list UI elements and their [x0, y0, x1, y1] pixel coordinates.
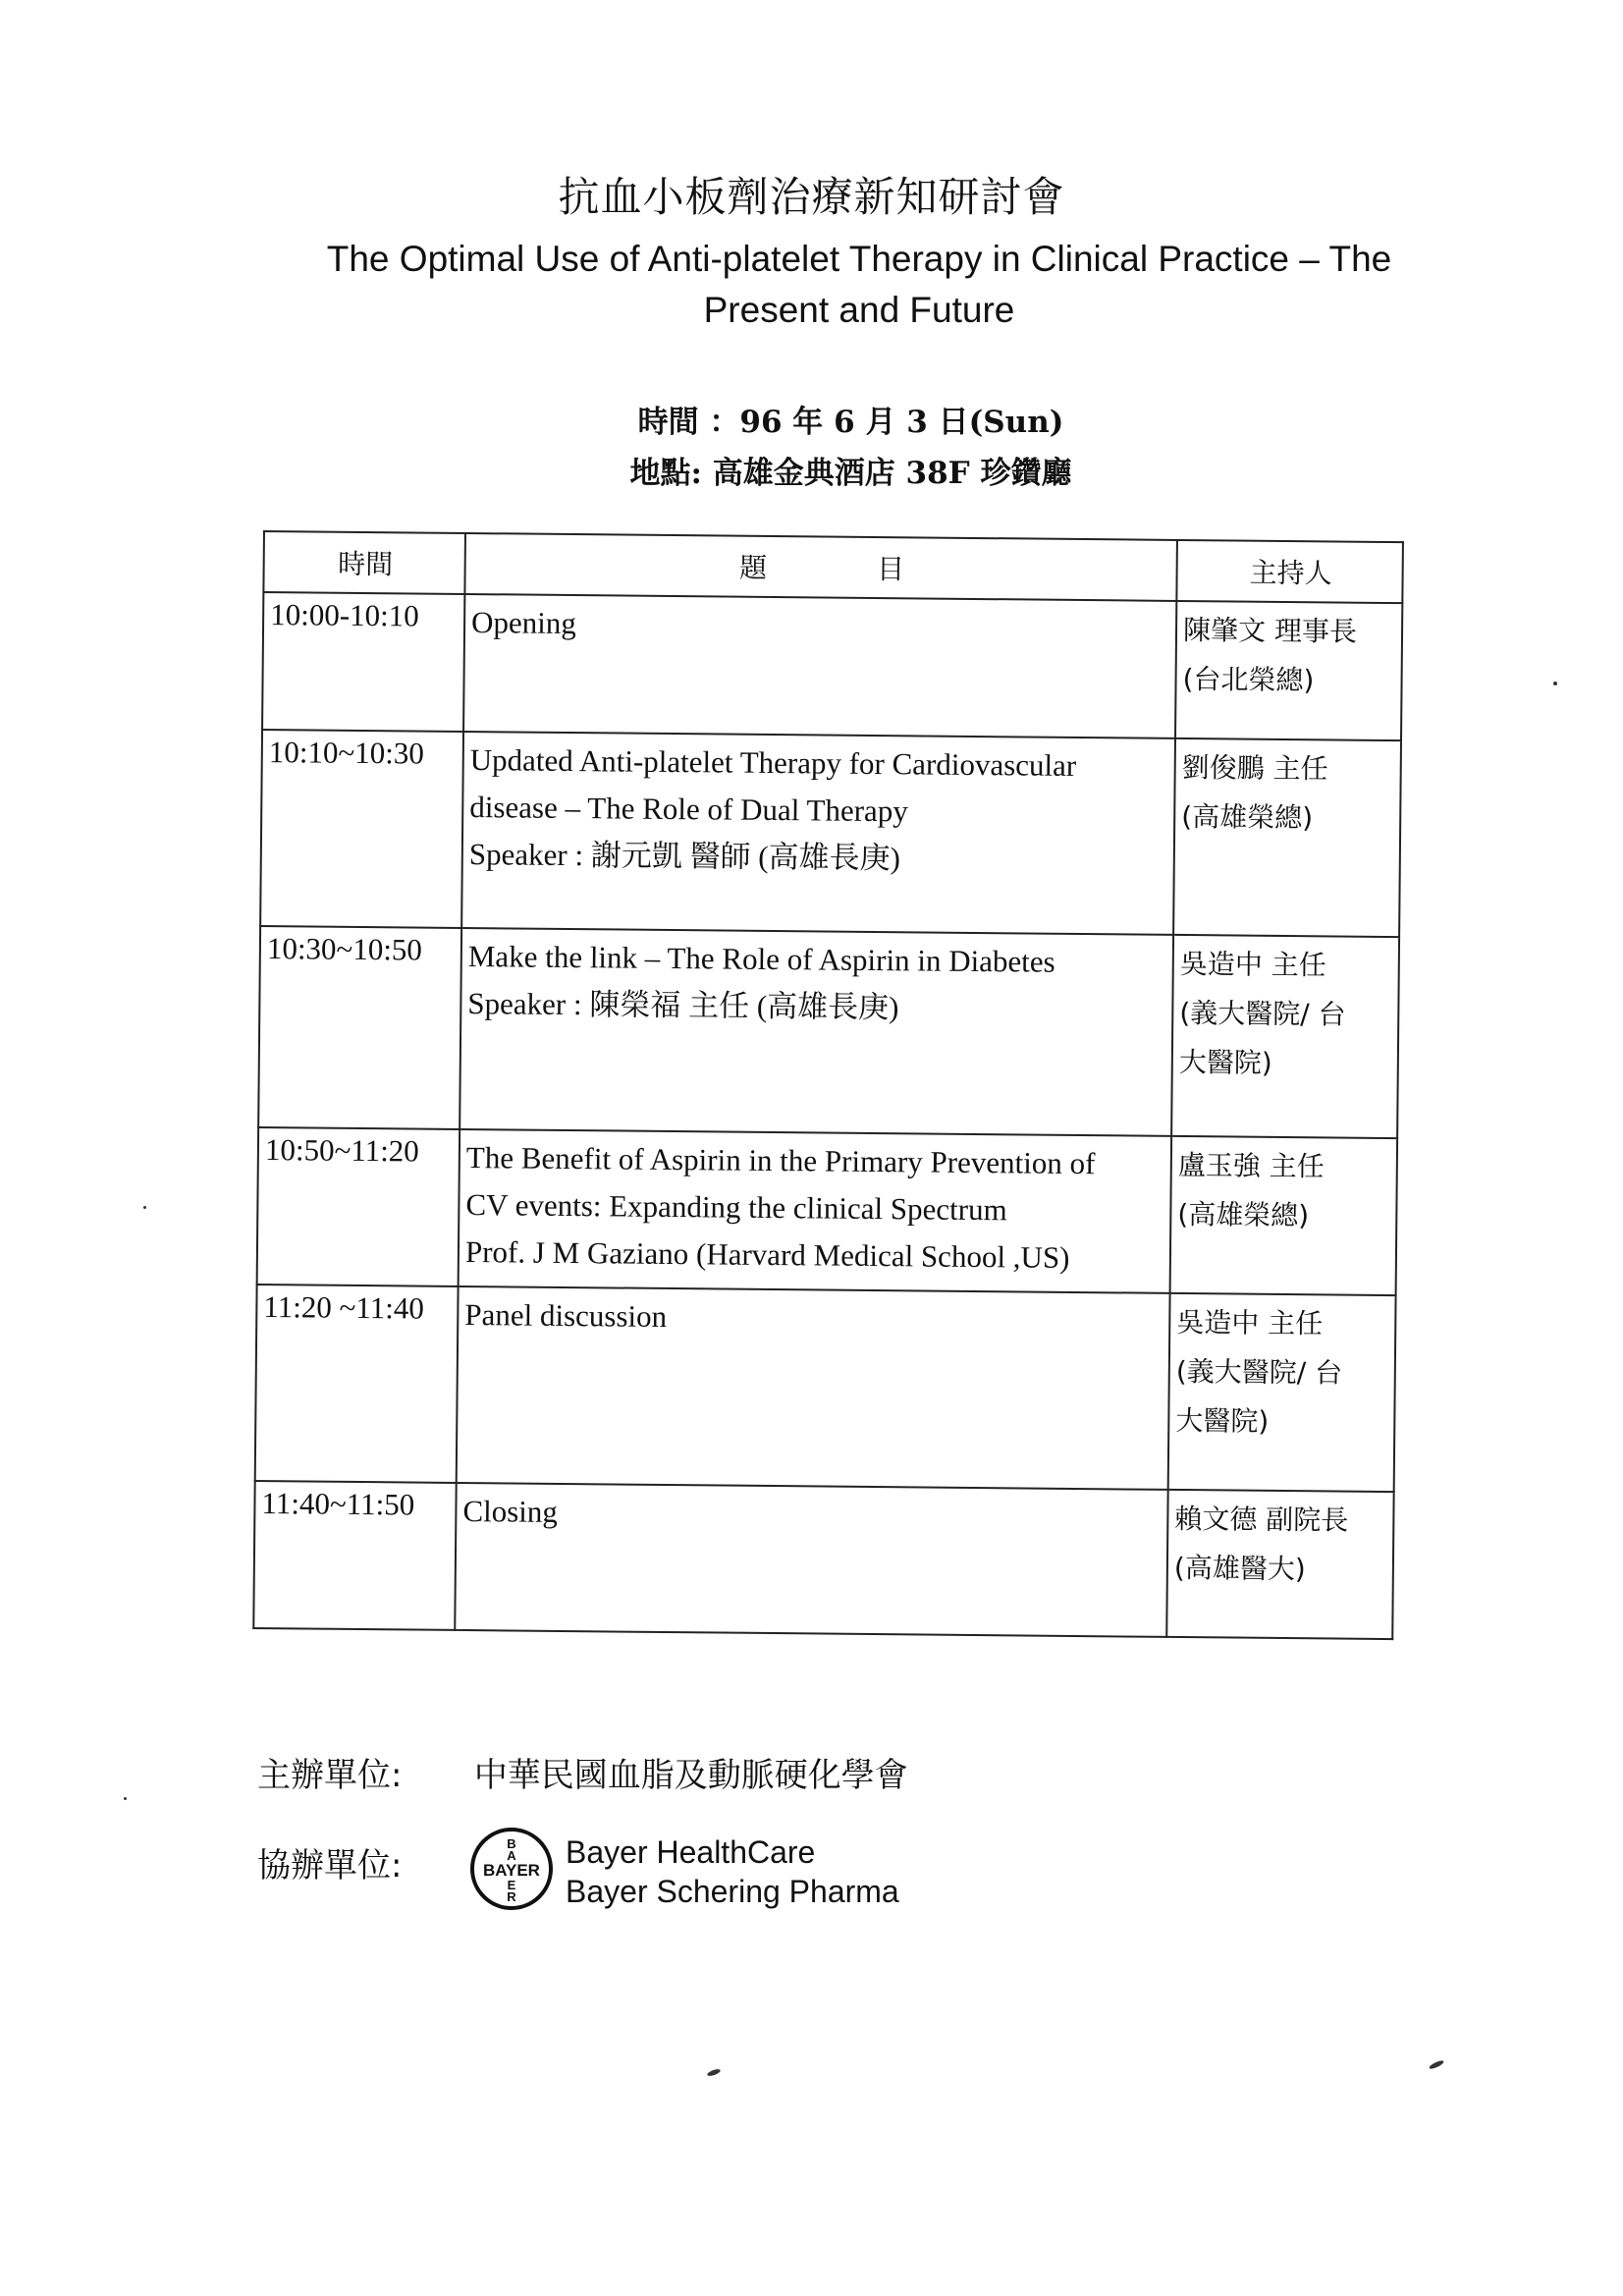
svg-text:E: E: [507, 1878, 516, 1892]
host-line: 陳肇文 理事長: [1182, 614, 1358, 648]
host-line: (義大醫院/ 台: [1175, 1354, 1343, 1390]
session-time: 11:40~11:50: [253, 1481, 456, 1630]
co-organizer-company: [566, 1832, 899, 1911]
host-line: 劉俊鵬 主任: [1181, 750, 1328, 786]
host-line: (高雄榮總): [1181, 799, 1314, 835]
bayer-cross-logo-icon: [469, 1827, 554, 1911]
topic-line: Speaker : 謝元凱 醫師 (高雄長庚): [468, 837, 901, 876]
scan-speck: [707, 2068, 722, 2077]
organizer: [257, 1748, 908, 1796]
organizer-label: 主辦單位:: [257, 1756, 403, 1795]
header-host: 主持人: [1176, 540, 1403, 603]
title-english: The Optimal Use of Anti-platelet Therapy in Clinical Practice – The Present and Future: [326, 239, 1392, 330]
host-line: 盧玉強 主任: [1177, 1148, 1325, 1183]
table-row: [262, 592, 1402, 740]
scan-speck: [1553, 682, 1557, 685]
session-time: 10:50~11:20: [257, 1127, 460, 1286]
session-time: 10:10~10:30: [260, 730, 463, 928]
topic-line: Updated Anti-platelet Therapy for Cardiovascular: [469, 742, 1077, 783]
session-topic: [455, 1483, 1167, 1637]
table-row: [253, 1481, 1393, 1639]
table-row: [258, 926, 1399, 1138]
host-line: 吳造中 主任: [1179, 947, 1326, 982]
title-chinese: 抗血小板劑治療新知研討會: [558, 173, 1065, 221]
company-line-1: Bayer HealthCare: [566, 1834, 816, 1870]
scan-speck: [124, 1797, 127, 1800]
topic-line: Make the link – The Role of Aspirin in Diabetes: [467, 939, 1055, 979]
host-line: (義大醫院/ 台: [1179, 996, 1346, 1031]
topic-line: disease – The Role of Dual Therapy: [469, 790, 908, 829]
table-row: [255, 1285, 1396, 1492]
host-line: (高雄榮總): [1177, 1197, 1310, 1232]
topic-line: Prof. J M Gaziano (Harvard Medical School ,US): [464, 1234, 1070, 1275]
topic-line: Opening: [470, 605, 577, 641]
host-line: 賴文德 副院長: [1174, 1502, 1349, 1537]
svg-text:R: R: [507, 1889, 516, 1904]
session-host: [1175, 601, 1402, 740]
header-topic: 題 目: [464, 533, 1177, 601]
co-organizer-label: 協辦單位:: [257, 1846, 403, 1886]
event-time: 時間 ：96 年 6 月 3 日(Sun): [637, 405, 1064, 440]
svg-text:A: A: [507, 1848, 516, 1863]
topic-line: Closing: [462, 1493, 559, 1529]
topic-line: Speaker : 陳榮福 主任 (高雄長庚): [467, 986, 899, 1025]
session-host: [1166, 1490, 1393, 1639]
session-topic: [457, 1286, 1170, 1490]
table-row: [260, 730, 1401, 937]
scan-speck: [143, 1206, 146, 1209]
svg-text:B: B: [507, 1836, 516, 1851]
co-organizer: [257, 1838, 463, 1886]
svg-text:BAYER: BAYER: [483, 1861, 540, 1880]
host-line: (高雄醫大): [1173, 1551, 1306, 1586]
company-line-2: Bayer Schering Pharma: [566, 1874, 899, 1909]
host-line: (台北榮總): [1182, 662, 1315, 697]
agenda-table: [252, 530, 1404, 1640]
host-line: 大醫院): [1175, 1403, 1270, 1438]
header-time: 時間: [263, 531, 465, 594]
table-row: [257, 1127, 1397, 1295]
organizer-name: 中華民國血脂及動脈硬化學會: [473, 1756, 908, 1795]
agenda-header-row: [263, 531, 1403, 603]
topic-line: Panel discussion: [464, 1297, 668, 1334]
session-topic: [461, 732, 1175, 935]
session-time: 11:20 ~11:40: [255, 1285, 459, 1483]
host-line: 大醫院): [1178, 1045, 1272, 1079]
scan-speck: [1429, 2059, 1445, 2070]
session-time: 10:00-10:10: [262, 592, 464, 732]
session-time: 10:30~10:50: [258, 926, 461, 1129]
session-host: [1173, 738, 1401, 937]
session-topic: [463, 594, 1176, 738]
session-host: [1171, 935, 1399, 1138]
topic-line: The Benefit of Aspirin in the Primary Prevention of: [465, 1140, 1096, 1181]
topic-line: CV events: Expanding the clinical Spectrum: [465, 1187, 1007, 1228]
session-topic: [459, 1129, 1172, 1293]
event-venue: 地點: 高雄金典酒店 38F 珍鑽廳: [629, 456, 1072, 491]
host-line: 吳造中 主任: [1176, 1305, 1324, 1340]
session-host: [1170, 1136, 1398, 1295]
session-host: [1168, 1293, 1396, 1492]
session-topic: [460, 928, 1173, 1136]
